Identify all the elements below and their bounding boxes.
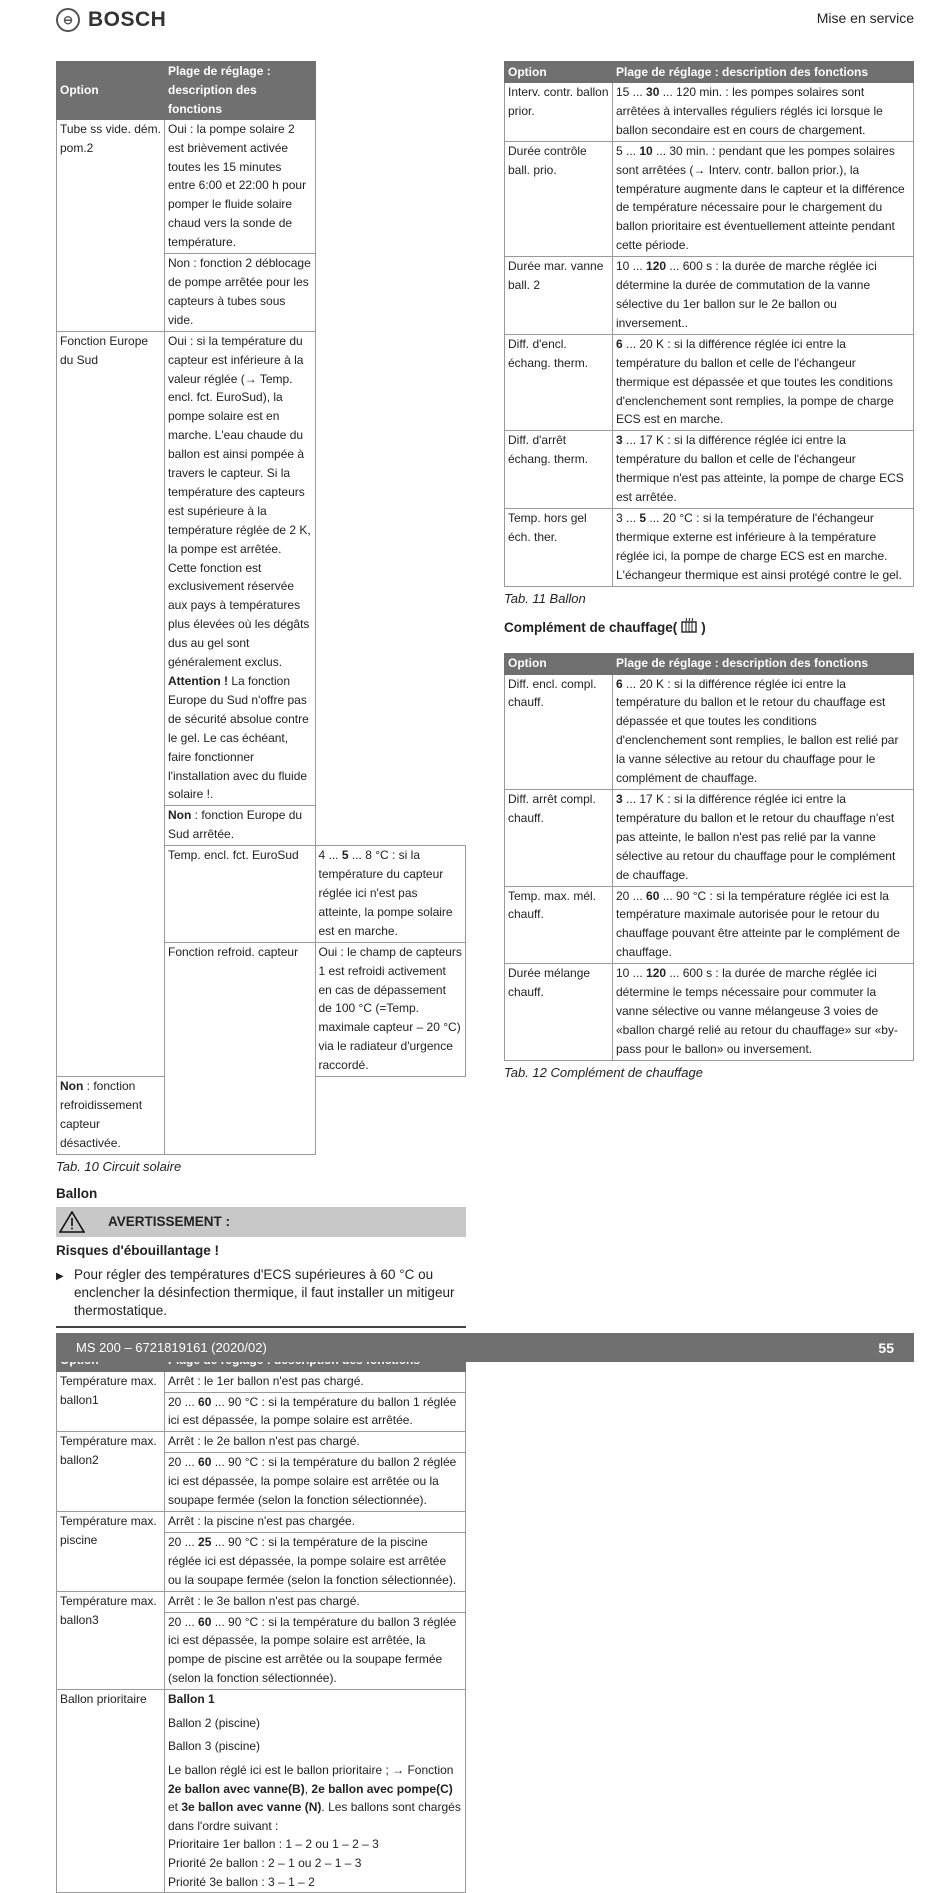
warning-bar [56,1207,466,1237]
option-desc: Arrêt : le 3e ballon n'est pas chargé. [165,1591,466,1612]
heating-radiator-icon [680,618,698,637]
col-header-range: Plage de réglage : description des fonctions [165,62,316,120]
page-header [56,6,914,40]
option-desc: 20 ... 60 ... 90 °C : si la température du ballon 2 réglée ici est dépassée, la pompe solaire est arrêtée ou la soupape fermée (selon la fonction sélectionnée). [165,1453,466,1512]
warning-title: AVERTISSEMENT : [108,1214,231,1230]
option-label: Interv. contr. ballon prior. [505,83,613,142]
document-reference: MS 200 – 6721819161 (2020/02) [76,1340,267,1355]
option-desc: 4 ... 5 ... 8 °C : si la température du capteur réglée ici n'est pas atteinte, la pompe solaire est en marche. [315,846,466,943]
col-header-range: Plage de réglage : description des fonctions [613,653,914,674]
table-ballon-suite [504,61,914,587]
table-row [505,83,914,142]
table-caption: Tab. 11 Ballon [504,590,586,606]
table-row [505,886,914,964]
table-complement-chauffage [504,653,914,1061]
option-label: Temp. hors gel éch. ther. [505,508,613,586]
option-label: Température max. ballon3 [57,1591,165,1690]
option-desc: 3 ... 17 K : si la différence réglée ici entre la température du ballon et celle de l'échangeur thermique n'est pas atteinte, la pompe de charge ECS est arrêtée. [613,431,914,509]
left-column [56,61,466,1893]
option-desc: 6 ... 20 K : si la différence réglée ici entre la température du ballon et celle de l'échangeur thermique est dépassée et que toutes les conditions d'enclenchement sont remplies, la pompe de charge ECS est en marche. [613,334,914,431]
complement-heading: Complément de chauffage( ) [504,619,706,635]
option-desc: 15 ... 30 ... 120 min. : les pompes solaires sont arrêtées à intervalles réguliers réglés ici lorsque le ballon secondaire est en cours de chargement. [613,83,914,142]
option-label: Diff. d'arrêt échang. therm. [505,431,613,509]
page-number: 55 [878,1339,894,1356]
table-row [505,790,914,887]
table-row [57,331,466,806]
table-caption: Tab. 10 Circuit solaire [56,1158,182,1174]
option-desc: 10 ... 120 ... 600 s : la durée de marche réglée ici détermine la durée de commutation de la vanne sélective du 1er ballon sur le 2e ballon ou inversement.. [613,257,914,335]
option-desc: 20 ... 60 ... 90 °C : si la température du ballon 1 réglée ici est dépassée, la pompe solaire est arrêtée. [165,1392,466,1432]
option-desc: Non : fonction 2 déblocage de pompe arrêtée pour les capteurs à tubes sous vide. [165,254,316,332]
option-desc: 20 ... 60 ... 90 °C : si la température du ballon 3 réglée ici est dépassée, la pompe solaire est arrêtée, la pompe de piscine est arrêtée ou la soupape fermée (selon la fonction sélectionnée). [165,1612,466,1690]
option-label: Tube ss vide. dém. pom.2 [57,119,165,331]
col-header-range: Plage de réglage : description des fonctions [613,62,914,83]
option-label: Temp. max. mél. chauff. [505,886,613,964]
table-row [505,141,914,256]
table-row [505,508,914,586]
section-title: Mise en service [816,10,914,26]
option-label: Temp. encl. fct. EuroSud [165,846,316,943]
option-label: Température max. ballon2 [57,1432,165,1512]
option-label: Fonction Europe du Sud [57,331,165,1076]
bosch-armature-icon: ⊖ [56,8,80,32]
option-desc: Arrêt : le 1er ballon n'est pas chargé. [165,1371,466,1392]
warning-risk: Risques d'ébouillantage ! [56,1242,219,1258]
triangle-bullet-icon: ▶ [56,1270,64,1282]
option-label: Ballon prioritaire [57,1690,165,1893]
option-desc: Arrêt : le 2e ballon n'est pas chargé. [165,1432,466,1453]
table-row [57,1512,466,1533]
table-row [505,431,914,509]
page-footer [56,1333,914,1362]
table-row [57,1371,466,1392]
option-label: Diff. encl. compl. chauff. [505,674,613,789]
option-label: Température max. ballon1 [57,1371,165,1432]
table-row [505,674,914,789]
option-desc: Non : fonction refroidissement capteur désactivée. [57,1077,165,1155]
option-desc: 5 ... 10 ... 30 min. : pendant que les pompes solaires sont arrêtées (→ Interv. contr. ballon prior.), la température augmente dans le capteur et la différence de température nécessaire pour le chargement du ballon prioritaire est éventuellement atteinte pendant cette période. [613,141,914,256]
col-header-option: Option [505,62,613,83]
option-label: Fonction refroid. capteur [165,942,316,1154]
table-row [57,1432,466,1453]
option-desc: 3 ... 5 ... 20 °C : si la température de l'échangeur thermique externe est inférieure à la température réglée ici, la pompe de charge ECS est en marche. L'échangeur thermique est ainsi protégé contre le gel. [613,508,914,586]
option-desc: Oui : la pompe solaire 2 est brièvement activée toutes les 15 minutes entre 6:00 et 22:00 h pour pomper le fluide solaire chaud vers la sonde de température. [165,119,316,253]
table-row [57,119,466,253]
option-label: Température max. piscine [57,1512,165,1592]
option-desc: Ballon 1 Ballon 2 (piscine) Ballon 3 (piscine) Le ballon réglé ici est le ballon prioritaire ; → Fonction 2e ballon avec vanne(B), 2e ballon avec pompe(C) et 3e ballon avec vanne (N). Les ballons sont chargés dans l'ordre suivant : Prioritaire 1er ballon : 1 – 2 ou 1 – 2 – 3 Priorité 2e ballon : 2 – 1 ou 2 – 1 – 3 Priorité 3e ballon : 3 – 1 – 2 [165,1690,466,1893]
option-label: Durée mélange chauff. [505,964,613,1061]
col-header-option: Option [505,653,613,674]
brand-name: BOSCH [88,8,167,31]
option-desc: Arrêt : la piscine n'est pas chargée. [165,1512,466,1533]
warning-icon [56,1211,88,1233]
option-desc: Non : fonction Europe du Sud arrêtée. [165,806,316,846]
option-desc: 6 ... 20 K : si la différence réglée ici entre la température du ballon et le retour du chauffage est dépassée et que toutes les conditions d'enclenchement sont remplies, le ballon est relié par la vanne sélective au retour du chauffage pour le complément de chauffage. [613,674,914,789]
option-desc: 20 ... 60 ... 90 °C : si la température réglée ici est la température maximale autorisée pour le retour du chauffage pouvant être atteinte par le complément de chauffage. [613,886,914,964]
option-desc: Oui : le champ de capteurs 1 est refroidi activement en cas de dépassement de 100 °C (=Temp. maximale capteur – 20 °C) via le radiateur d'urgence raccordé. [315,942,466,1076]
table-row [505,257,914,335]
option-label: Diff. d'encl. échang. therm. [505,334,613,431]
option-label: Durée mar. vanne ball. 2 [505,257,613,335]
warning-instruction: ▶ Pour régler des températures d'ECS supérieures à 60 °C ou enclencher la désinfection thermique, il faut installer un mitigeur thermostatique. [56,1266,466,1328]
right-column [504,61,914,1080]
ballon-heading: Ballon [56,1185,98,1201]
table-caption: Tab. 12 Complément de chauffage [504,1064,703,1080]
table-row [505,334,914,431]
option-desc: 20 ... 25 ... 90 °C : si la température de la piscine réglée ici est dépassée, la pompe solaire est arrêtée ou la soupape fermée (selon la fonction sélectionnée). [165,1532,466,1591]
brand-logo [56,8,166,32]
table-row [57,1591,466,1612]
option-label: Durée contrôle ball. prio. [505,141,613,256]
option-label: Diff. arrêt compl. chauff. [505,790,613,887]
table-circuit-solaire [56,61,466,1155]
table-ballon [56,1350,466,1893]
option-desc: 3 ... 17 K : si la différence réglée ici entre la température du ballon et le retour du chauffage n'est pas atteinte, le ballon n'est pas relié par la vanne sélective au retour du chauffage pour le complément de chauffage. [613,790,914,887]
option-desc: Oui : si la température du capteur est inférieure à la valeur réglée (→ Temp. encl. fct. EuroSud), la pompe solaire est en marche. L'eau chaude du ballon est ainsi pompée à travers le capteur. Si la température des capteurs est supérieure à la température réglée de 2 K, la pompe est arrêtée. Cette fonction est exclusivement réservée aux pays à températures plus élevées où les dégâts dus au gel sont généralement exclus. Attention ! La fonction Europe du Sud n'offre pas de sécurité absolue contre le gel. Le cas échéant, faire fonctionner l'installation avec du fluide solaire !. [165,331,316,806]
col-header-option: Option [57,62,165,120]
table-row [57,1690,466,1893]
table-row [505,964,914,1061]
option-desc: 10 ... 120 ... 600 s : la durée de marche réglée ici détermine le temps nécessaire pour commuter la vanne sélective ou vanne mélangeuse 3 voies de «ballon chargé relié au retour du chauffage» sur «by-pass pour le ballon» ou inversement. [613,964,914,1061]
